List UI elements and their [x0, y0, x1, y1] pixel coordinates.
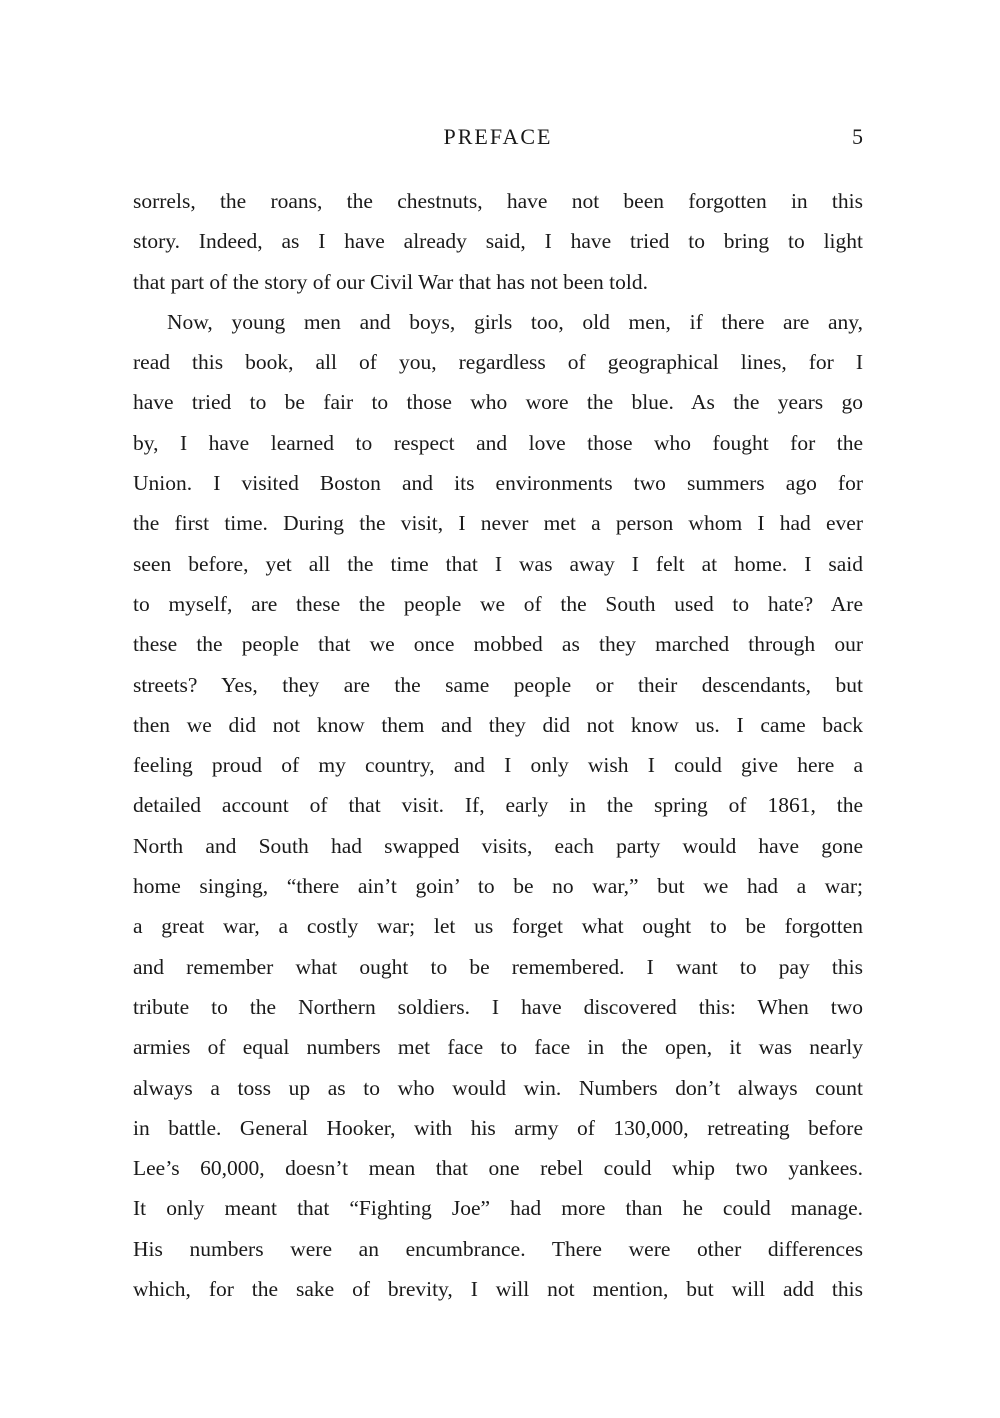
running-title: PREFACE [443, 124, 553, 149]
text-line: a great war, a costly war; let us forget what ought to be forgotten [133, 914, 863, 939]
paragraph-1 [133, 181, 863, 302]
text-line: the first time. During the visit, I never met a person whom I had ever [133, 511, 863, 536]
running-head [133, 122, 863, 152]
text-line: Union. I visited Boston and its environments two summers ago for [133, 471, 863, 496]
text-line: and remember what ought to be remembered. I want to pay this [133, 954, 863, 979]
text-line: streets? Yes, they are the same people or their descendants, but [133, 672, 863, 697]
text-line: which, for the sake of brevity, I will not mention, but will add this [133, 1277, 863, 1302]
text-line: in battle. General Hooker, with his army of 130,000, retreating before [133, 1115, 863, 1140]
text-line: seen before, yet all the time that I was away I felt at home. I said [133, 551, 863, 576]
text-line: then we did not know them and they did not know us. I came back [133, 712, 863, 737]
text-line: always a toss up as to who would win. Numbers don’t always count [133, 1075, 863, 1100]
text-line: read this book, all of you, regardless of geographical lines, for I [133, 350, 863, 375]
text-line: by, I have learned to respect and love those who fought for the [133, 430, 863, 455]
text-line: It only meant that “Fighting Joe” had more than he could manage. [133, 1196, 863, 1221]
text-line: tribute to the Northern soldiers. I have discovered this: When two [133, 994, 863, 1019]
text-line: home singing, “there ain’t goin’ to be no war,” but we had a war; [133, 874, 863, 899]
text-line: have tried to be fair to those who wore the blue. As the years go [133, 390, 863, 415]
text-line: story. Indeed, as I have already said, I have tried to bring to light [133, 229, 863, 254]
text-line: these the people that we once mobbed as they marched through our [133, 632, 863, 657]
text-line: detailed account of that visit. If, early in the spring of 1861, the [133, 793, 863, 818]
page-number: 5 [852, 124, 863, 149]
body-text [133, 181, 863, 1309]
text-line: sorrels, the roans, the chestnuts, have not been forgotten in this [133, 189, 863, 213]
text-line: that part of the story of our Civil War that has not been told. [133, 269, 648, 294]
text-line: His numbers were an encumbrance. There were other differences [133, 1236, 863, 1261]
text-line: Lee’s 60,000, doesn’t mean that one rebel could whip two yankees. [133, 1156, 863, 1181]
text-line: North and South had swapped visits, each party would have gone [133, 833, 863, 858]
text-line: Now, young men and boys, girls too, old men, if there are any, [167, 309, 863, 334]
text-line: to myself, are these the people we of the South used to hate? Are [133, 591, 863, 616]
text-line: armies of equal numbers met face to face in the open, it was nearly [133, 1035, 863, 1060]
paragraph-2 [133, 302, 863, 1309]
text-line: feeling proud of my country, and I only wish I could give here a [133, 753, 863, 778]
